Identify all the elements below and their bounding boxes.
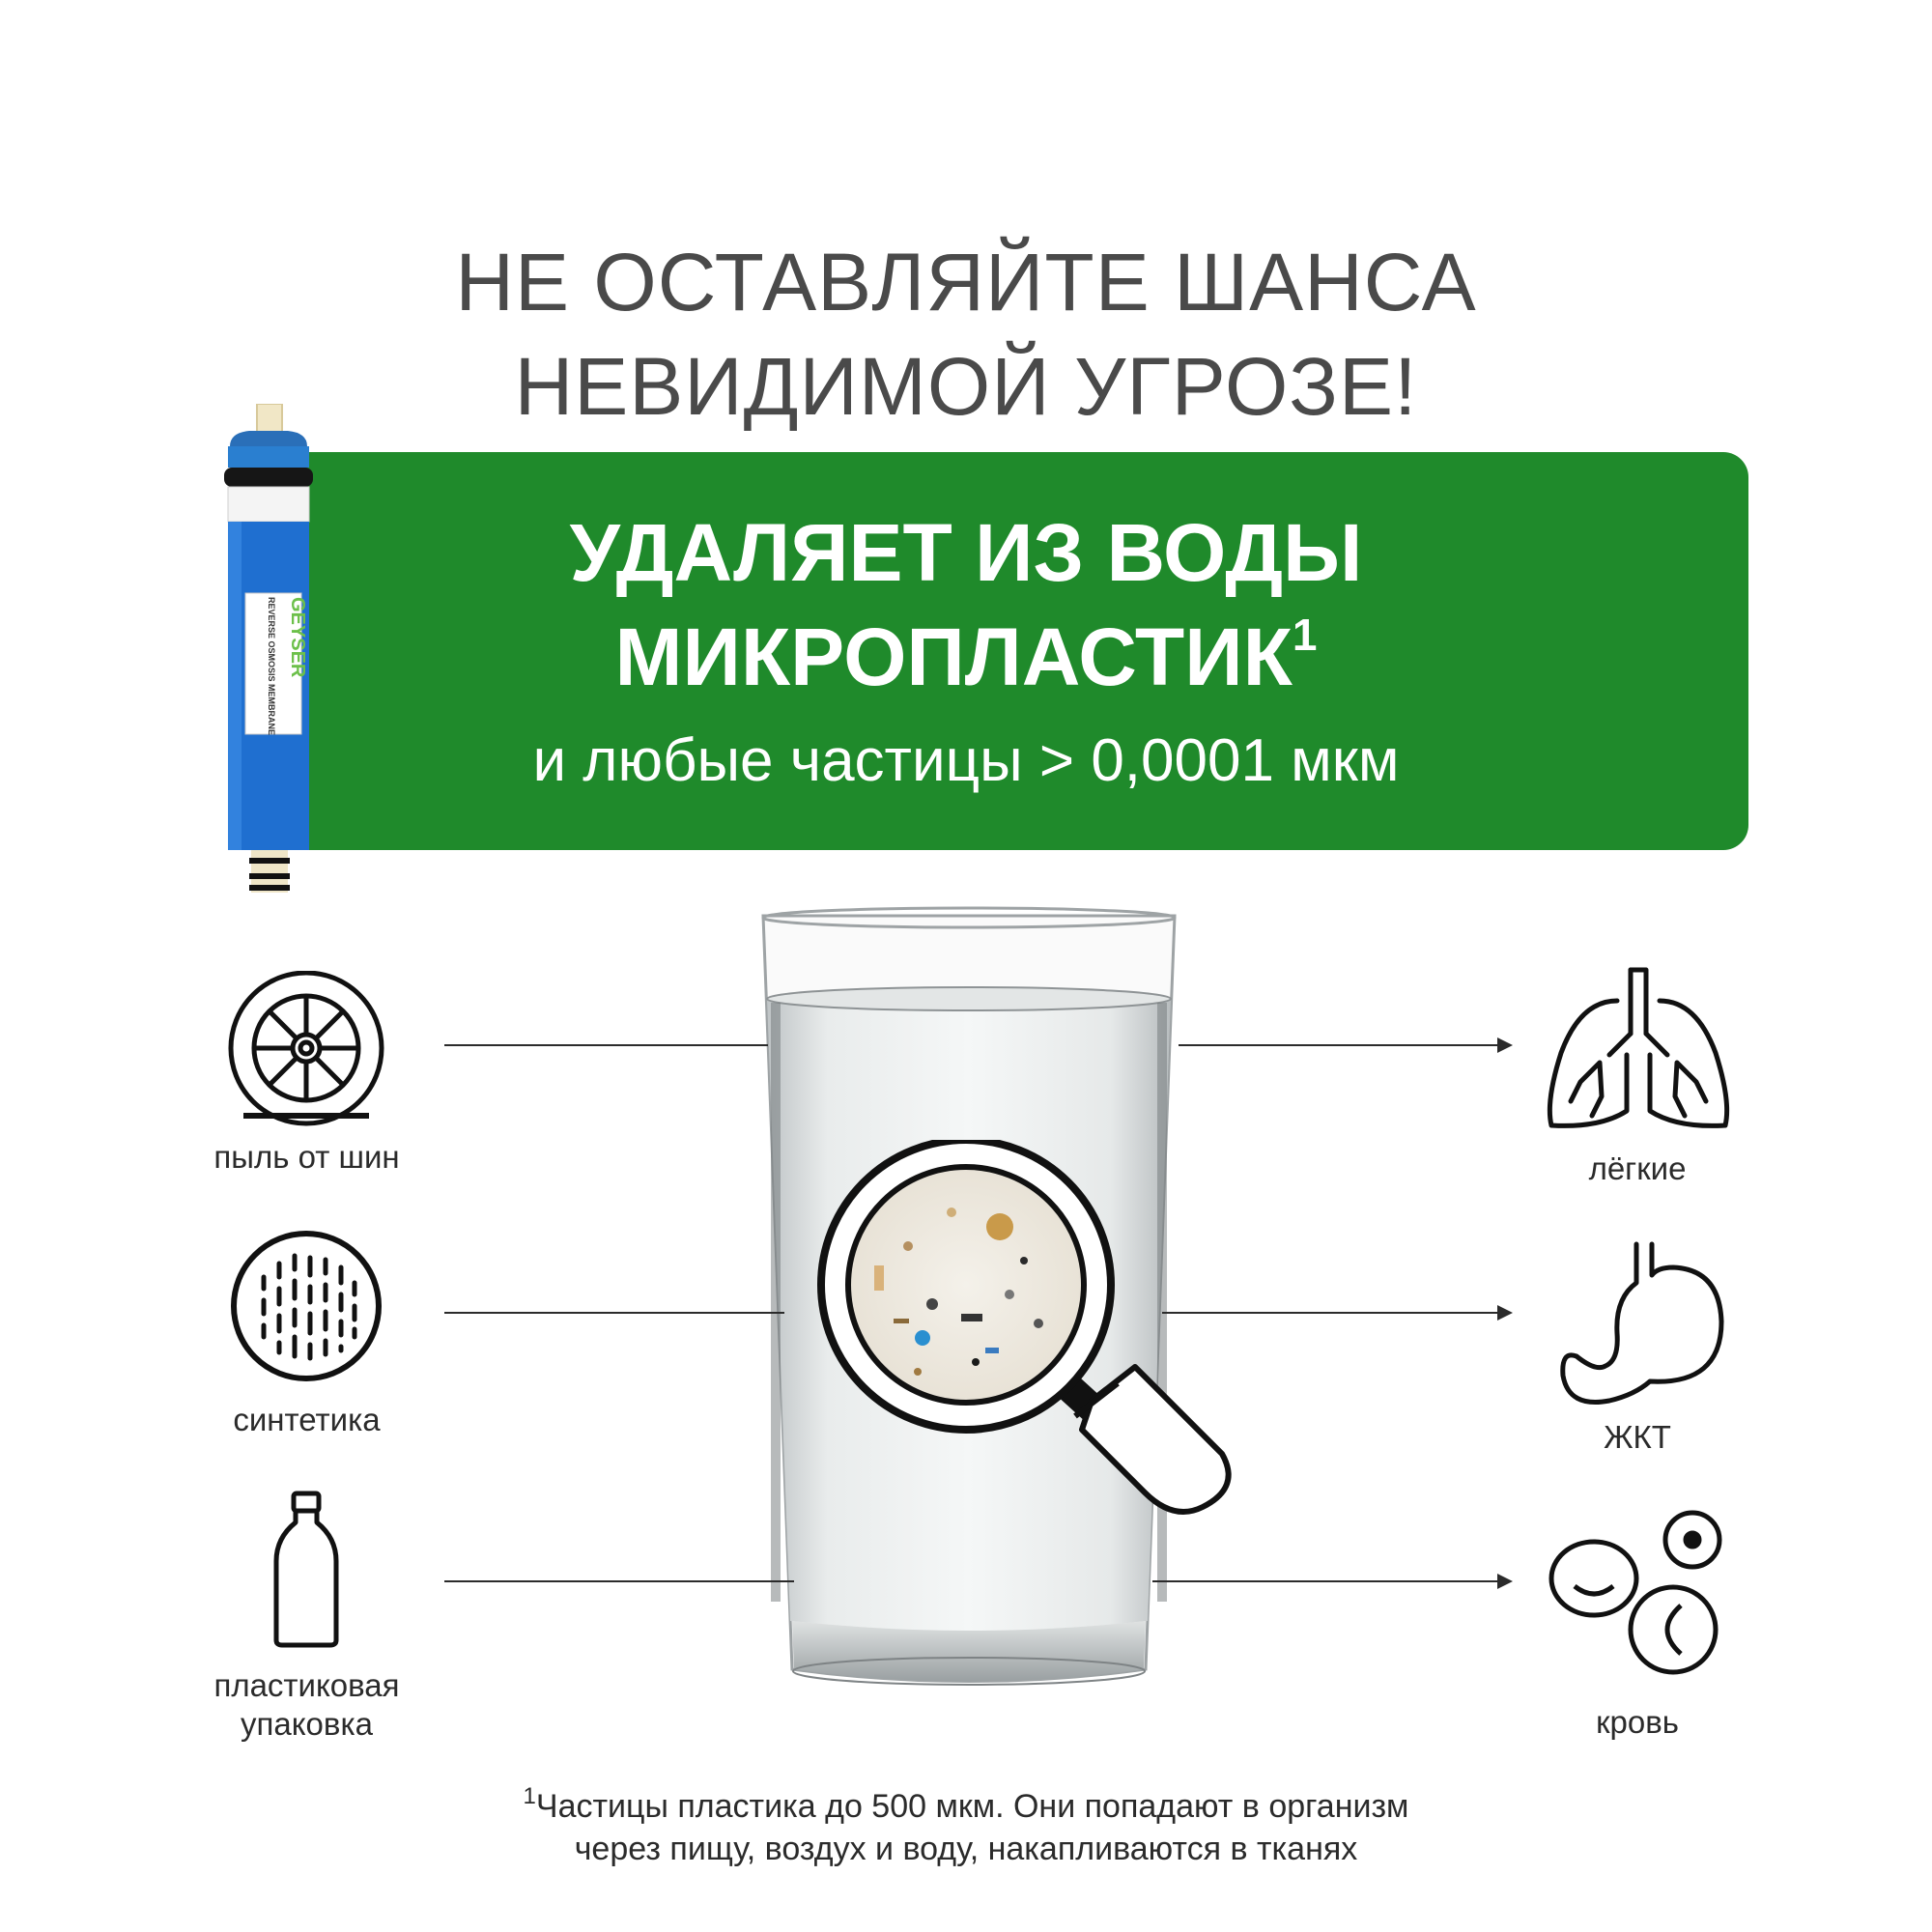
- tire-icon: [224, 971, 388, 1135]
- product-brand: GEYSER: [287, 597, 308, 678]
- footnote-line-2: через пищу, воздух и воду, накапливаются в тканях: [574, 1831, 1358, 1867]
- banner-footnote-mark: 1: [1292, 610, 1318, 660]
- banner-title-line-1: УДАЛЯЕТ ИЗ ВОДЫ: [569, 507, 1363, 598]
- connector-line-right-1: [1179, 1044, 1499, 1046]
- product-label: REVERSE OSMOSIS MEMBRANE: [267, 597, 276, 736]
- heading-line-1: НЕ ОСТАВЛЯЙТЕ ШАНСА: [455, 237, 1477, 327]
- arrow-right-icon: [1497, 1574, 1513, 1589]
- source-label-tire: пыль от шин: [213, 1139, 400, 1175]
- target-label-stomach: ЖКТ: [1604, 1419, 1671, 1455]
- target-label-blood: кровь: [1596, 1704, 1679, 1740]
- source-label-fabric: синтетика: [233, 1402, 381, 1437]
- lungs-icon: [1542, 966, 1735, 1135]
- footnote-text-1: Частицы пластика до 500 мкм. Они попадают в организм: [535, 1788, 1409, 1825]
- connector-line-left-2: [444, 1312, 784, 1314]
- heading-line-2: НЕВИДИМОЙ УГРОЗЕ!: [514, 341, 1418, 432]
- fabric-icon: [229, 1229, 384, 1383]
- stomach-icon: [1557, 1240, 1726, 1414]
- footnote-mark: 1: [523, 1783, 536, 1809]
- banner-subtitle: и любые частицы > 0,0001 мкм: [532, 727, 1400, 794]
- arrow-right-icon: [1497, 1037, 1513, 1053]
- source-label-bottle-line-1: пластиковая: [213, 1667, 400, 1703]
- source-label-bottle: [164, 1666, 449, 1744]
- connector-line-left-1: [444, 1044, 768, 1046]
- magnifier-icon: [816, 1140, 1251, 1536]
- connector-line-right-3: [1152, 1580, 1499, 1582]
- banner-title-word: МИКРОПЛАСТИК: [614, 611, 1293, 702]
- connector-line-right-2: [1162, 1312, 1499, 1314]
- target-label-lungs: лёгкие: [1588, 1151, 1687, 1186]
- footnote: [0, 1776, 1932, 1870]
- arrow-right-icon: [1497, 1305, 1513, 1321]
- blood-cells-icon: [1548, 1509, 1741, 1678]
- source-label-bottle-line-2: упаковка: [241, 1706, 373, 1742]
- bottle-icon: [272, 1490, 340, 1649]
- connector-line-left-3: [444, 1580, 794, 1582]
- membrane-cartridge-icon: [220, 404, 317, 906]
- footnote-line-1: [0, 1776, 1932, 1828]
